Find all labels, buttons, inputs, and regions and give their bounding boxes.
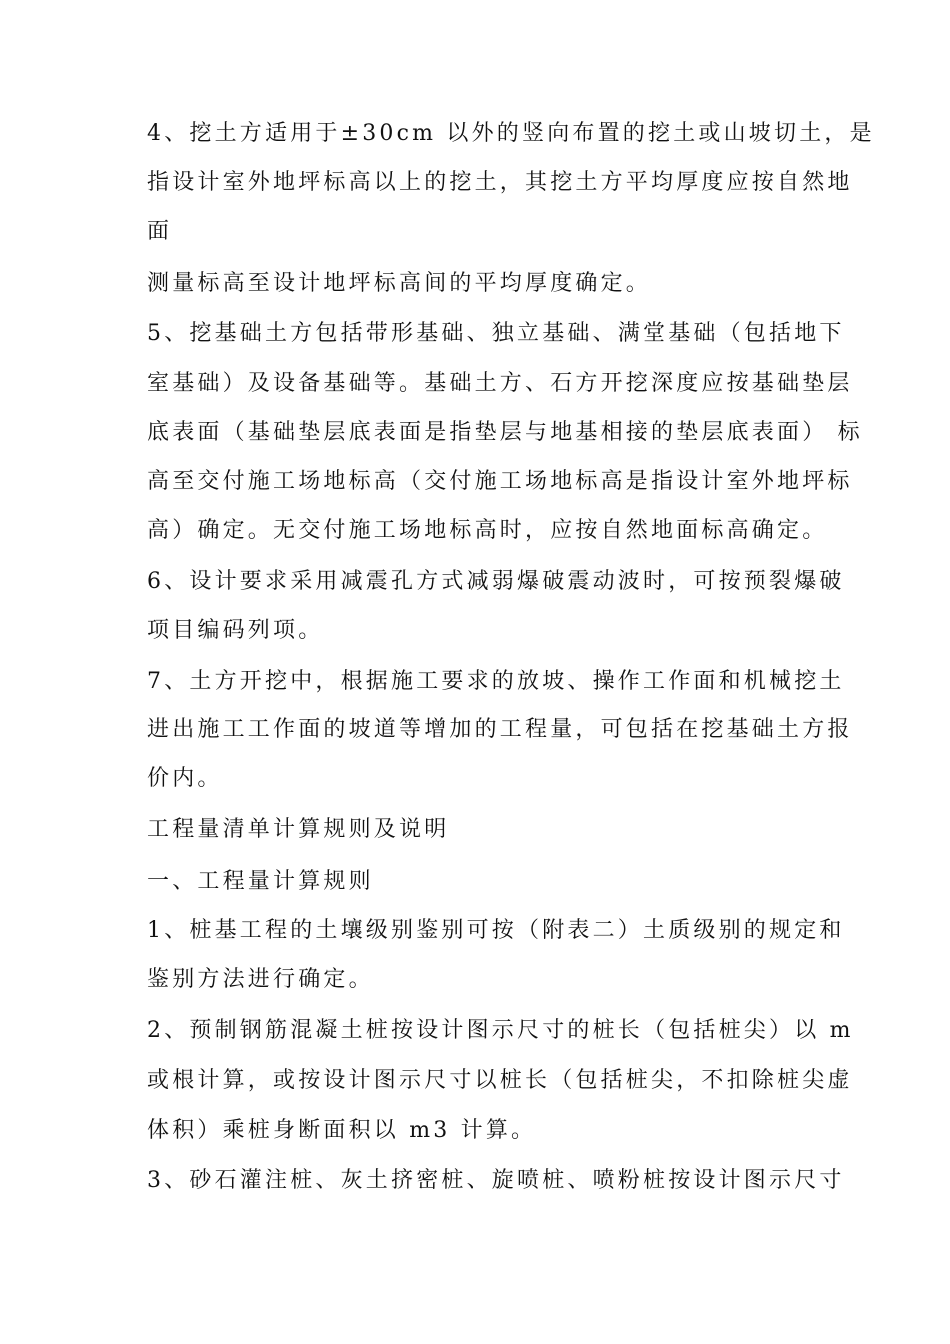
subsection-heading: 一、工程量计算规则 (147, 869, 374, 894)
paragraph-line: 或根计算，或按设计图示尺寸以桩长（包括桩尖，不扣除桩尖虚 (147, 1068, 853, 1093)
paragraph-line: 6、设计要求采用减震孔方式减弱爆破震动波时，可按预裂爆破 (147, 569, 845, 594)
paragraph-line: 底表面（基础垫层底表面是指垫层与地基相接的垫层底表面） 标 (147, 420, 863, 445)
paragraph-line: 价内。 (147, 766, 223, 791)
paragraph-line: 指设计室外地坪标高以上的挖土，其挖土方平均厚度应按自然地 (147, 170, 853, 195)
paragraph-line: 5、挖基础土方包括带形基础、独立基础、满堂基础（包括地下 (147, 321, 845, 346)
paragraph-line: 高至交付施工场地标高（交付施工场地标高是指设计室外地坪标 (147, 469, 853, 494)
paragraph-line: 1、桩基工程的土壤级别鉴别可按（附表二）土质级别的规定和 (147, 918, 845, 943)
paragraph-line: 2、预制钢筋混凝土桩按设计图示尺寸的桩长（包括桩尖）以 m (147, 1018, 854, 1043)
paragraph-line: 4、挖土方适用于±30cm 以外的竖向布置的挖土或山坡切土，是 (147, 121, 875, 146)
paragraph-line: 3、砂石灌注桩、灰土挤密桩、旋喷桩、喷粉桩按设计图示尺寸 (147, 1168, 845, 1193)
paragraph-line: 进出施工工作面的坡道等增加的工程量，可包括在挖基础土方报 (147, 717, 853, 742)
section-heading: 工程量清单计算规则及说明 (147, 817, 450, 842)
paragraph-line: 面 (147, 219, 173, 244)
paragraph-line: 测量标高至设计地坪标高间的平均厚度确定。 (147, 271, 652, 296)
paragraph-line: 7、土方开挖中，根据施工要求的放坡、操作工作面和机械挖土 (147, 669, 845, 694)
paragraph-line: 高）确定。无交付施工场地标高时，应按自然地面标高确定。 (147, 518, 828, 543)
paragraph-line: 鉴别方法进行确定。 (147, 967, 374, 992)
paragraph-line: 体积）乘桩身断面积以 m3 计算。 (147, 1118, 537, 1143)
paragraph-line: 项目编码列项。 (147, 618, 324, 643)
paragraph-line: 室基础）及设备基础等。基础土方、石方开挖深度应按基础垫层 (147, 371, 853, 396)
